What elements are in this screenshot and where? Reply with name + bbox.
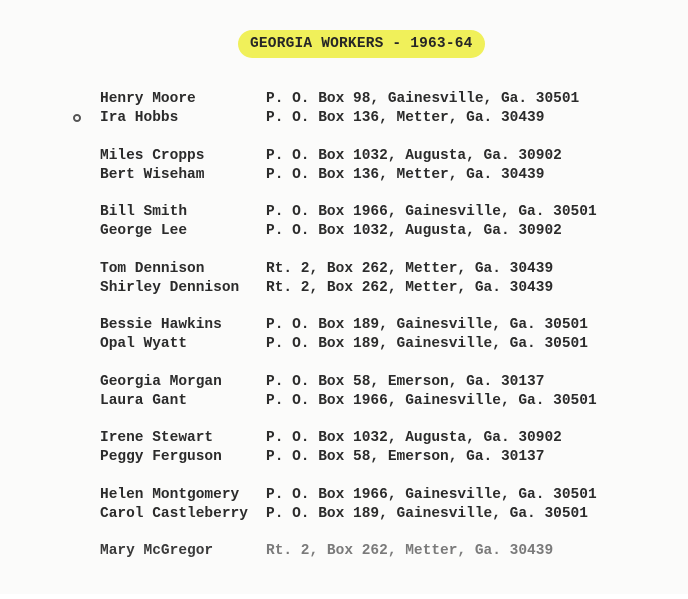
worker-address: P. O. Box 189, Gainesville, Ga. 30501 <box>266 336 588 352</box>
worker-address: P. O. Box 98, Gainesville, Ga. 30501 <box>266 91 580 107</box>
worker-row <box>100 429 660 448</box>
worker-name: Miles Cropps <box>100 147 205 164</box>
worker-row <box>100 90 660 109</box>
worker-address: P. O. Box 189, Gainesville, Ga. 30501 <box>266 317 588 333</box>
worker-group <box>100 203 660 260</box>
worker-address: Rt. 2, Box 262, Metter, Ga. 30439 <box>266 260 554 277</box>
worker-name: Irene Stewart <box>100 430 214 446</box>
worker-row <box>100 335 660 354</box>
worker-name: Carol Castleberry <box>100 505 248 522</box>
worker-row <box>100 373 660 392</box>
worker-row <box>100 279 660 298</box>
worker-address: P. O. Box 136, Metter, Ga. 30439 <box>266 166 545 183</box>
worker-group <box>100 542 660 599</box>
worker-address: P. O. Box 189, Gainesville, Ga. 30501 <box>266 505 588 522</box>
worker-row <box>100 505 660 524</box>
worker-name: Helen Montgomery <box>100 486 240 503</box>
worker-name: Mary McGregor <box>100 543 214 559</box>
worker-address: Rt. 2, Box 262, Metter, Ga. 30439 <box>266 279 554 296</box>
worker-row <box>100 109 660 128</box>
worker-row <box>100 486 660 505</box>
worker-row <box>100 316 660 335</box>
worker-row <box>100 542 660 561</box>
document-title: GEORGIA WORKERS - 1963-64 <box>238 30 485 58</box>
worker-group <box>100 147 660 204</box>
worker-name: Ira Hobbs <box>100 110 179 126</box>
worker-name: Shirley Dennison <box>100 279 240 296</box>
worker-name: Bill Smith <box>100 204 188 220</box>
worker-address: P. O. Box 1966, Gainesville, Ga. 30501 <box>266 392 597 409</box>
worker-name: Henry Moore <box>100 91 196 107</box>
worker-address: P. O. Box 1032, Augusta, Ga. 30902 <box>266 147 562 164</box>
worker-address: P. O. Box 58, Emerson, Ga. 30137 <box>266 373 545 390</box>
worker-group <box>100 90 660 147</box>
worker-group <box>100 316 660 373</box>
worker-name: Bert Wiseham <box>100 166 205 183</box>
worker-row <box>100 392 660 411</box>
worker-address: Rt. 2, Box 262, Metter, Ga. 30439 <box>266 543 554 559</box>
margin-mark <box>73 114 81 122</box>
worker-address: P. O. Box 1032, Augusta, Ga. 30902 <box>266 223 562 239</box>
worker-list <box>100 90 660 599</box>
worker-name: Georgia Morgan <box>100 373 222 390</box>
worker-row <box>100 203 660 222</box>
worker-address: P. O. Box 58, Emerson, Ga. 30137 <box>266 449 545 465</box>
worker-address: P. O. Box 1032, Augusta, Ga. 30902 <box>266 430 562 446</box>
worker-row <box>100 147 660 166</box>
worker-group <box>100 429 660 486</box>
worker-name: Opal Wyatt <box>100 336 188 352</box>
worker-group <box>100 260 660 317</box>
worker-name: Tom Dennison <box>100 260 205 277</box>
worker-row <box>100 166 660 185</box>
worker-name: Bessie Hawkins <box>100 317 222 333</box>
worker-address: P. O. Box 1966, Gainesville, Ga. 30501 <box>266 204 597 220</box>
worker-name: George Lee <box>100 223 188 239</box>
worker-address: P. O. Box 1966, Gainesville, Ga. 30501 <box>266 486 597 503</box>
worker-group <box>100 486 660 543</box>
worker-name: Laura Gant <box>100 392 188 409</box>
worker-row <box>100 448 660 467</box>
worker-row <box>100 260 660 279</box>
worker-row <box>100 222 660 241</box>
worker-address: P. O. Box 136, Metter, Ga. 30439 <box>266 110 545 126</box>
worker-group <box>100 373 660 430</box>
worker-name: Peggy Ferguson <box>100 449 222 465</box>
